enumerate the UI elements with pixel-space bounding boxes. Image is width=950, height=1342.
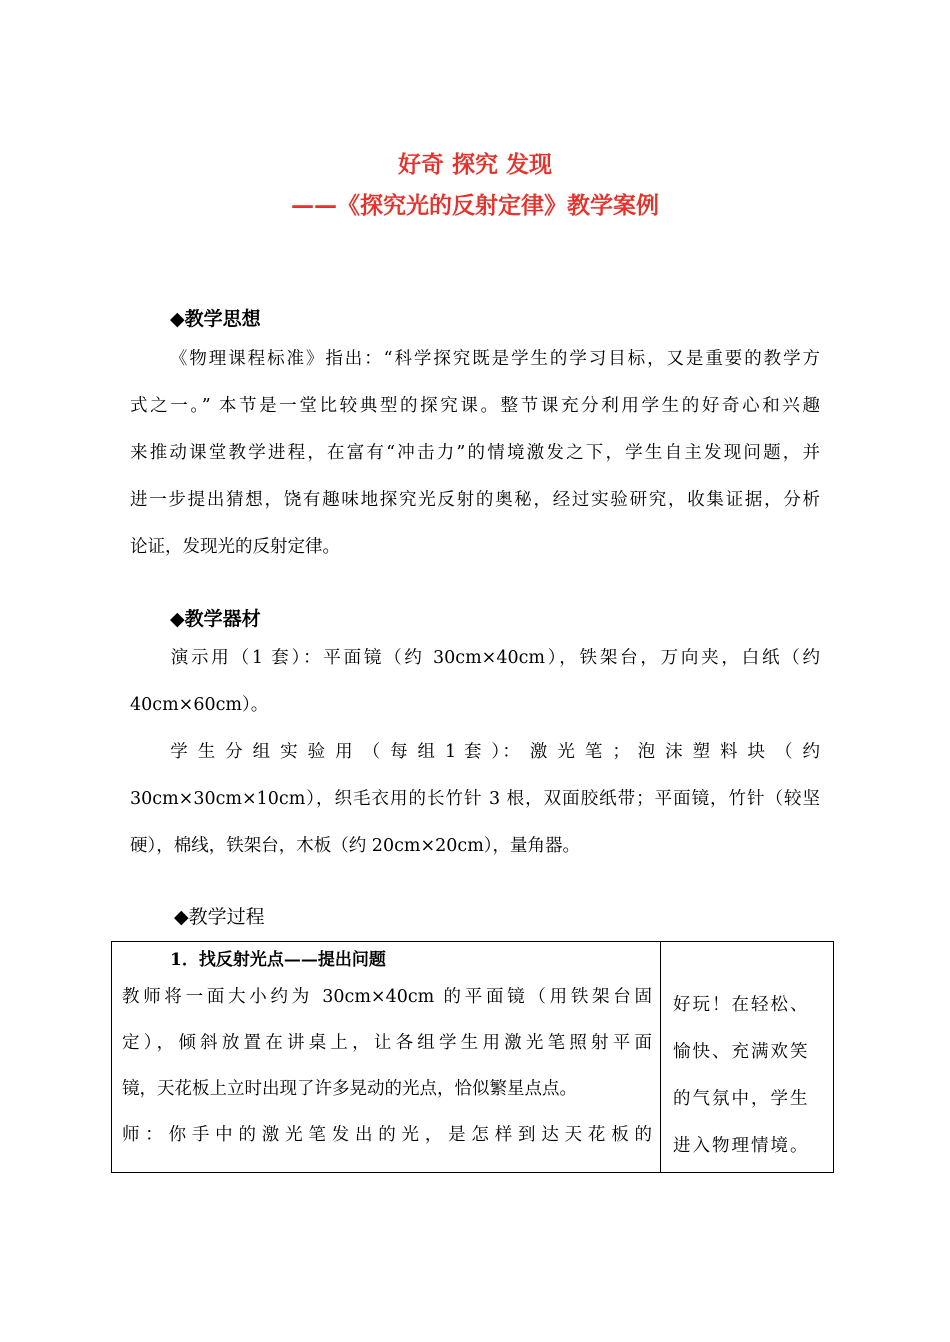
process-content-cell [112, 942, 661, 1173]
equipment-paragraph [130, 635, 820, 870]
thought-line-4: 进一步提出猜想，饶有趣味地探究光反射的奥秘，经过实验研究，收集证据，分析 [130, 490, 820, 510]
thought-line-1: 《物理课程标准》指出：“科学探究既是学生的学习目标，又是重要的教学方 [168, 349, 820, 369]
process-note: 好玩！在轻松、愉快、充满欢笑的气氛中，学生进入物理情境。 [673, 995, 810, 1156]
process-line-2: 定），倾斜放置在讲桌上，让各组学生用激光笔照射平面 [122, 1033, 652, 1053]
thought-line-2: 式之一。” 本节是一堂比较典型的探究课。整节课充分利用学生的好奇心和兴趣 [130, 396, 820, 416]
process-paragraph [122, 974, 652, 1158]
table-row [112, 942, 834, 1173]
thought-line-3: 来推动课堂教学进程，在富有“冲击力”的情境激发之下，学生自主发现问题，并 [130, 443, 820, 463]
document-subtitle: ——《探究光的反射定律》教学案例 [291, 192, 659, 219]
process-table [111, 941, 834, 1173]
thought-line-5: 论证，发现光的反射定律。 [130, 537, 340, 557]
process-line-1: 教师将一面大小约为 30cm×40cm 的平面镜（用铁架台固 [122, 987, 652, 1007]
process-line-4: 师：你手中的激光笔发出的光，是怎样到达天花板的 [122, 1125, 652, 1145]
heading-teaching-process: ◆教学过程 [174, 906, 265, 928]
equipment-group-line-1: 学 生 分 组 实 验 用 （ 每 组 1 套 ）： 激 光 笔 ； 泡 沫 塑 料 块 （ 约 [168, 742, 820, 762]
equipment-group-line-2: 30cm×30cm×10cm），织毛衣用的长竹针 3 根，双面胶纸带；平面镜，竹针（较坚 [130, 789, 820, 809]
equipment-demo-line-1: 演示用（1 套）：平面镜（约 30cm×40cm），铁架台，万向夹，白纸（约 [168, 648, 820, 668]
process-note-cell [661, 942, 834, 1173]
document-title: 好奇 探究 发现 [397, 151, 552, 178]
heading-teaching-thought: ◆教学思想 [170, 308, 261, 330]
process-line-3: 镜，天花板上立时出现了许多晃动的光点，恰似繁星点点。 [122, 1079, 577, 1099]
equipment-group-line-3: 硬），棉线，铁架台，木板（约 20cm×20cm），量角器。 [130, 836, 581, 856]
step-title: 1．找反射光点——提出问题 [170, 950, 386, 970]
heading-teaching-equipment: ◆教学器材 [170, 608, 261, 630]
equipment-demo-line-2: 40cm×60cm）。 [130, 695, 269, 715]
thought-paragraph [130, 336, 820, 571]
